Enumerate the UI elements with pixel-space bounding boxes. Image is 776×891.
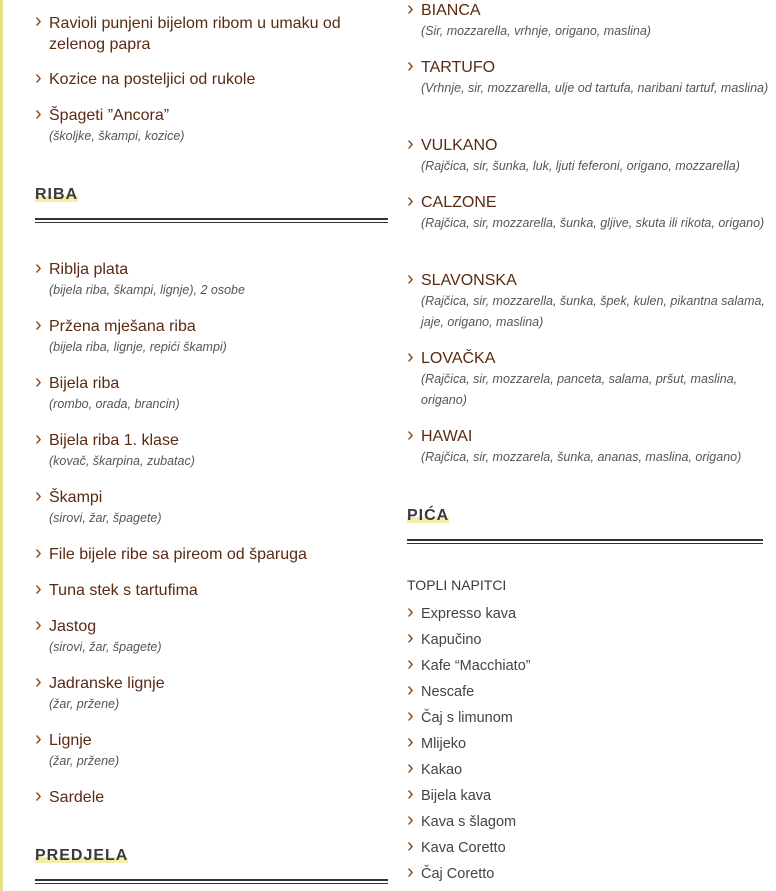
- menu-item: [35, 13, 369, 55]
- menu-item: [35, 731, 389, 772]
- drink-item: [407, 604, 761, 624]
- topli-napitci-heading: TOPLI NAPITCI: [407, 577, 507, 593]
- pica-section-header: [407, 507, 763, 525]
- menu-item: [35, 70, 389, 90]
- page-left-border: [0, 0, 3, 891]
- item-name: › HAWAI: [421, 428, 473, 445]
- item-description: (Rajčica, sir, mozzarella, šunka, gljive, skuta ili rikota, origano): [421, 216, 765, 230]
- menu-item: [35, 617, 389, 658]
- section-title: PREDJELA: [35, 847, 129, 864]
- item-name: › VULKANO: [421, 137, 498, 154]
- item-name: › Mlijeko: [421, 736, 467, 752]
- menu-item: [407, 427, 776, 468]
- item-description: (Vrhnje, sir, mozzarella, ulje od tartufa, naribani tartuf, maslina): [421, 81, 769, 95]
- menu-item: [35, 374, 389, 415]
- item-name: › Expresso kava: [421, 606, 517, 622]
- menu-item: [35, 106, 389, 147]
- item-name: › Škampi: [49, 489, 103, 506]
- drink-item: [407, 760, 761, 780]
- item-name: › Riblja plata: [49, 261, 129, 278]
- drink-item: [407, 812, 761, 832]
- riba-section-header: [35, 186, 388, 204]
- menu-item: [407, 1, 776, 42]
- item-description: (Rajčica, sir, mozzarella, šunka, špek, kulen, pikantna salama, jaje, origano, maslina): [421, 294, 765, 329]
- drink-item: [407, 786, 761, 806]
- item-description: (sirovi, žar, špagete): [49, 511, 162, 525]
- item-description: (kovač, škarpina, zubatac): [49, 454, 195, 468]
- drink-item: [407, 864, 761, 884]
- item-description: (žar, pržene): [49, 697, 120, 711]
- section-divider: [35, 218, 388, 223]
- menu-item: [35, 431, 389, 472]
- menu-item: [407, 349, 769, 411]
- item-description: (žar, pržene): [49, 754, 120, 768]
- item-name: › Kozice na posteljici od rukole: [49, 71, 256, 88]
- menu-item: [407, 136, 776, 177]
- item-name: › Kakao: [421, 762, 463, 778]
- item-name: › Lignje: [49, 732, 92, 749]
- section-divider: [407, 539, 763, 544]
- item-description: (sirovi, žar, špagete): [49, 640, 162, 654]
- menu-item: [35, 788, 389, 808]
- item-description: (školjke, škampi, kozice): [49, 129, 185, 143]
- item-name: › Bijela riba: [49, 375, 120, 392]
- item-name: › Jastog: [49, 618, 97, 635]
- item-name: › Bijela kava: [421, 788, 492, 804]
- item-description: (Rajčica, sir, mozzarela, šunka, ananas, maslina, origano): [421, 450, 742, 464]
- item-description: (bijela riba, lignje, repići škampi): [49, 340, 227, 354]
- item-name: › Bijela riba 1. klase: [49, 432, 179, 449]
- item-name: › Kafe “Macchiato”: [421, 658, 531, 674]
- item-description: (bijela riba, škampi, lignje), 2 osobe: [49, 283, 245, 297]
- menu-item: [35, 545, 389, 565]
- item-name: › Jadranske lignje: [49, 675, 165, 692]
- item-name: › Kava s šlagom: [421, 814, 517, 830]
- item-name: › File bijele ribe sa pireom od šparuga: [49, 546, 307, 563]
- item-name: › Čaj Coretto: [421, 866, 495, 882]
- menu-item: [407, 58, 769, 99]
- drink-item: [407, 682, 761, 702]
- menu-item: [407, 271, 769, 333]
- item-name: › Čaj s limunom: [421, 710, 513, 726]
- menu-item: [35, 260, 389, 301]
- item-description: (Sir, mozzarella, vrhnje, origano, maslina): [421, 24, 651, 38]
- item-name: › Ravioli punjeni bijelom ribom u umaku od zelenog papra: [49, 15, 341, 53]
- menu-item: [35, 581, 389, 601]
- item-name: › Tuna stek s tartufima: [49, 582, 198, 599]
- item-name: › CALZONE: [421, 194, 497, 211]
- item-name: › Kapučino: [421, 632, 482, 648]
- item-name: › TARTUFO: [421, 59, 496, 76]
- predjela-section-header: [35, 847, 388, 865]
- item-name: › Špageti ”Ancora”: [49, 107, 170, 124]
- section-divider: [35, 879, 388, 884]
- drink-item: [407, 734, 761, 754]
- item-name: › BIANCA: [421, 2, 481, 19]
- drink-item: [407, 708, 761, 728]
- item-description: (Rajčica, sir, mozzarela, panceta, salama, pršut, maslina, origano): [421, 372, 738, 407]
- menu-item: [407, 193, 769, 234]
- menu-item: [35, 488, 389, 529]
- drink-item: [407, 838, 761, 858]
- menu-item: [35, 317, 389, 358]
- item-name: › Nescafe: [421, 684, 475, 700]
- section-title: RIBA: [35, 186, 79, 203]
- drink-item: [407, 656, 761, 676]
- menu-item: [35, 674, 389, 715]
- item-description: (Rajčica, sir, šunka, luk, ljuti feferoni, origano, mozzarella): [421, 159, 740, 173]
- item-name: › SLAVONSKA: [421, 272, 517, 289]
- item-description: (rombo, orada, brancin): [49, 397, 180, 411]
- item-name: › LOVAČKA: [421, 350, 496, 367]
- item-name: › Pržena mješana riba: [49, 318, 196, 335]
- item-name: › Sardele: [49, 789, 105, 806]
- section-title: PIĆA: [407, 507, 450, 524]
- item-name: › Kava Coretto: [421, 840, 506, 856]
- drink-item: [407, 630, 761, 650]
